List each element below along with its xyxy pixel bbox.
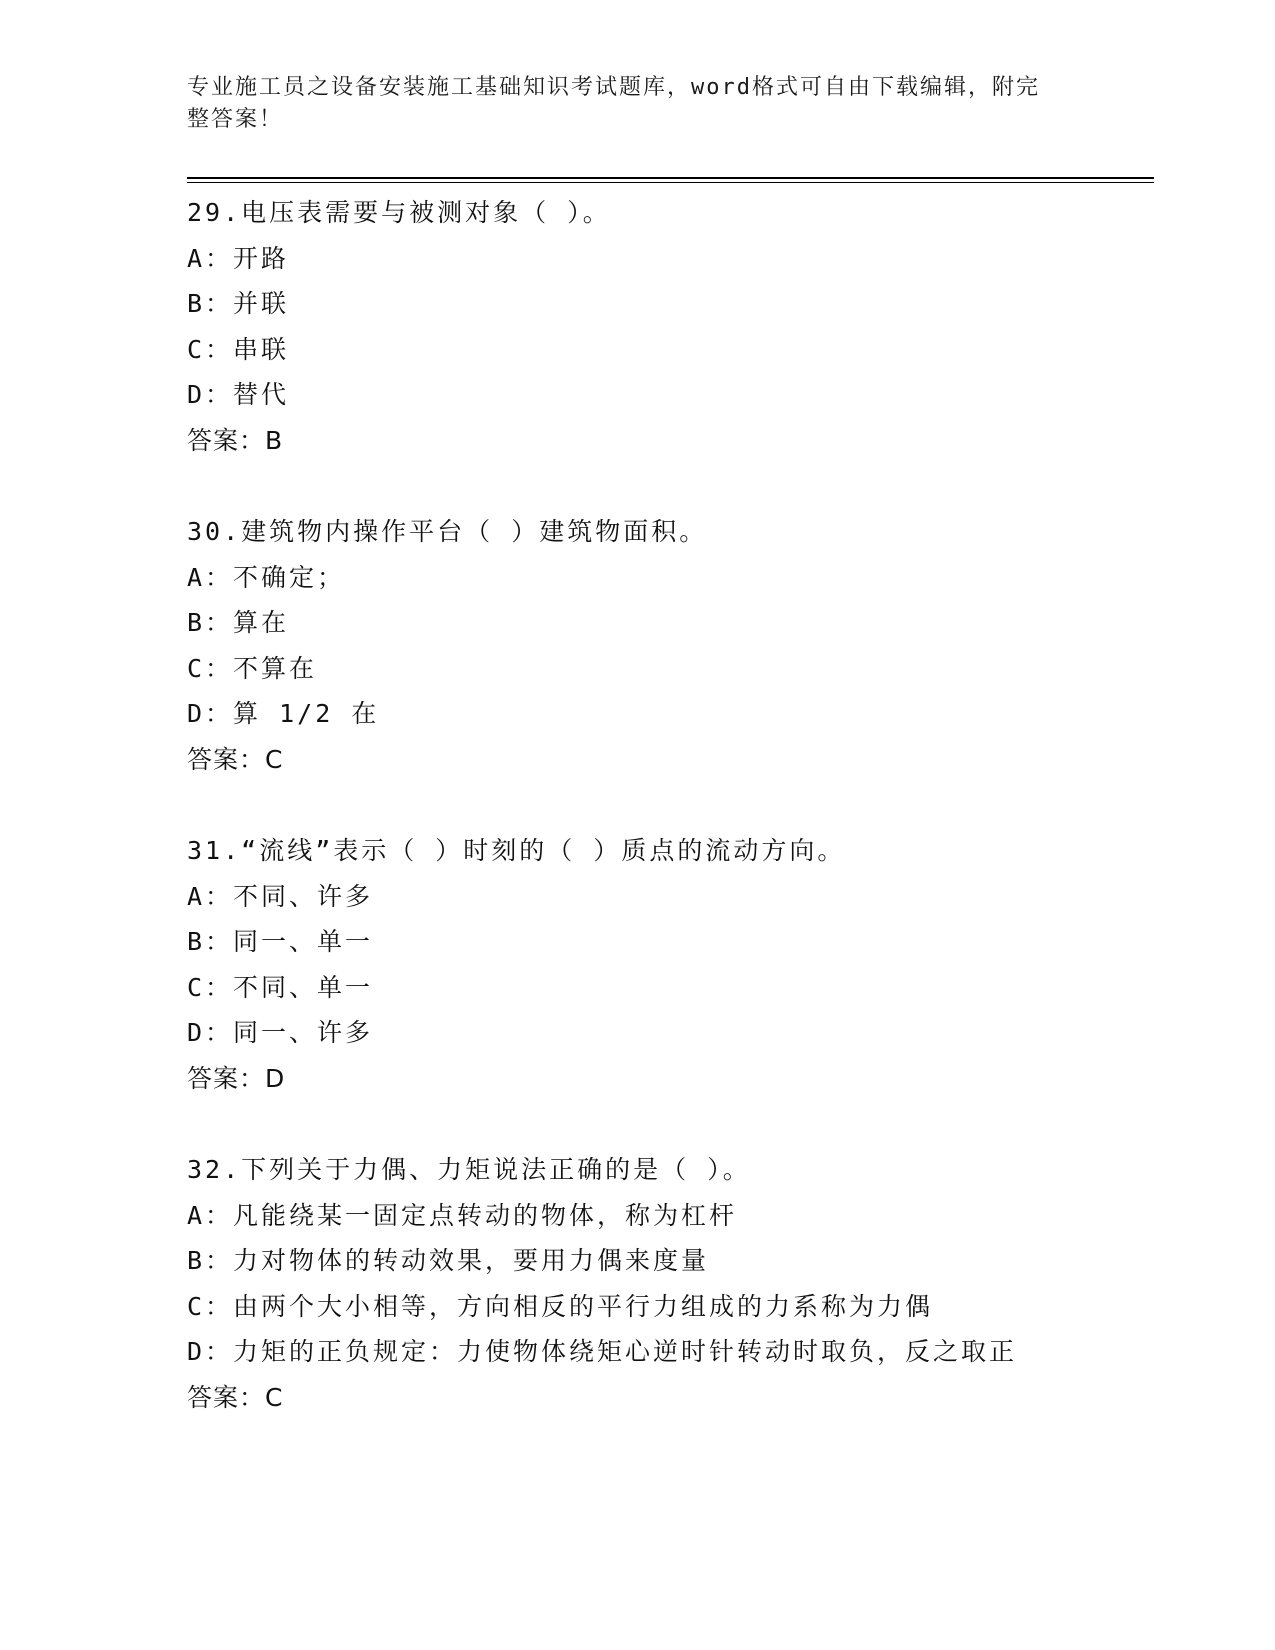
question-31 — [187, 828, 1147, 1147]
answer-text: 答案：D — [187, 1063, 286, 1093]
option-a: A：不确定； — [187, 562, 346, 592]
option-c: C：由两个大小相等，方向相反的平行力组成的力系称为力偶 — [187, 1291, 934, 1321]
option-c: C：不同、单一 — [187, 972, 374, 1002]
question-29 — [187, 190, 1147, 509]
answer-text: 答案：C — [187, 744, 284, 774]
option-b: B：同一、单一 — [187, 927, 374, 956]
question-stem: 31.“流线”表示（ ）时刻的（ ）质点的流动方向。 — [187, 836, 846, 865]
option-d: D：替代 — [187, 380, 290, 409]
answer-text: 答案：C — [187, 1382, 284, 1412]
header-divider-thin — [187, 182, 1154, 183]
option-a: A：开路 — [187, 243, 290, 273]
question-stem: 30.建筑物内操作平台（ ）建筑物面积。 — [187, 517, 708, 546]
option-c: C：不算在 — [187, 653, 318, 683]
question-stem: 29.电压表需要与被测对象（ ）。 — [187, 198, 611, 227]
header-line-2: 整答案！ — [187, 107, 284, 132]
question-stem: 32.下列关于力偶、力矩说法正确的是（ ）。 — [187, 1155, 751, 1184]
document-header — [187, 72, 1067, 136]
option-b: B：算在 — [187, 608, 290, 637]
option-c: C：串联 — [187, 334, 290, 364]
question-30 — [187, 509, 1147, 828]
question-32 — [187, 1147, 1147, 1466]
option-a: A：凡能绕某一固定点转动的物体，称为杠杆 — [187, 1200, 738, 1230]
option-b: B：力对物体的转动效果，要用力偶来度量 — [187, 1246, 710, 1275]
header-divider-thick — [187, 177, 1154, 179]
header-line-1: 专业施工员之设备安装施工基础知识考试题库，word格式可自由下载编辑，附完 — [187, 75, 1040, 100]
option-d: D：力矩的正负规定：力使物体绕矩心逆时针转动时取负，反之取正 — [187, 1337, 1018, 1366]
option-d: D：同一、许多 — [187, 1018, 374, 1047]
option-a: A：不同、许多 — [187, 881, 374, 911]
option-b: B：并联 — [187, 289, 290, 318]
answer-text: 答案：B — [187, 425, 284, 455]
question-list — [187, 190, 1147, 1466]
option-d: D：算 1/2 在 — [187, 699, 380, 728]
